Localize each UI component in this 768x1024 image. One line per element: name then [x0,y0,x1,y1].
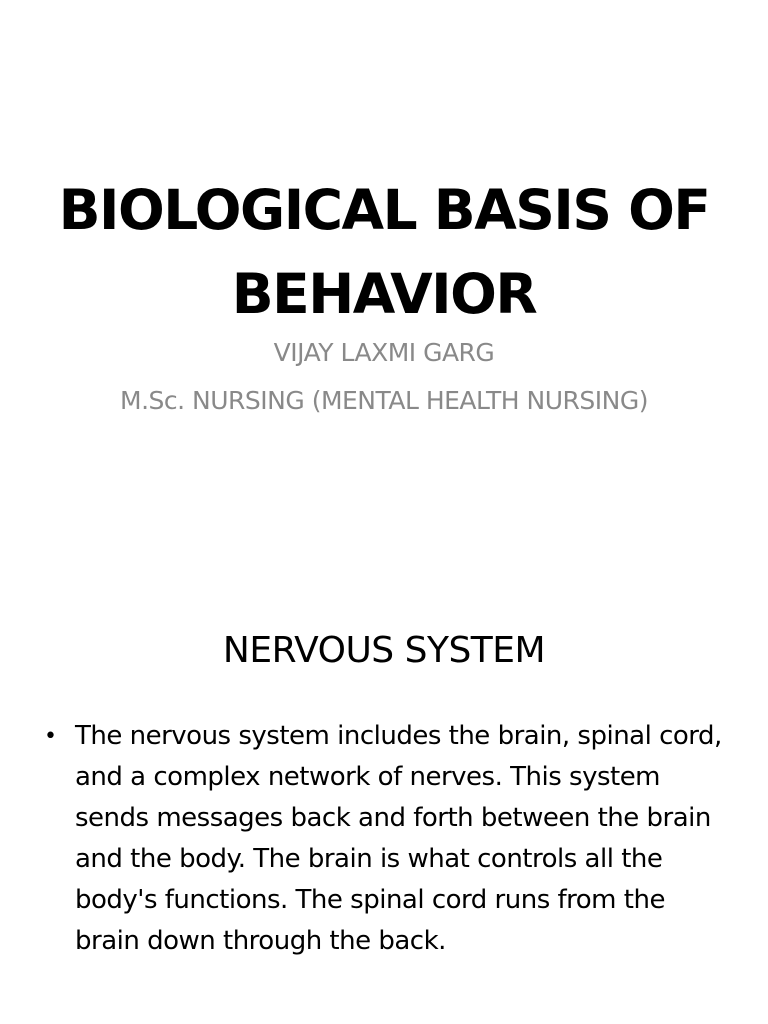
bullet-item [42,716,722,962]
author-qualification: M.Sc. NURSING (MENTAL HEALTH NURSING) [120,386,648,415]
author-name: VIJAY LAXMI GARG [273,338,495,367]
slide-title: BIOLOGICAL BASIS OF BEHAVIOR [58,178,710,326]
bullet-list [42,716,722,962]
bullet-icon: • [44,724,57,749]
bullet-text: The nervous system includes the brain, spinal cord, and a complex network of nerves. This system sends messages back and forth between the brain and the body. The brain is what controls all the body's functions. The spinal cord runs from the brain down through the back. [75,721,722,956]
content-slide [0,576,768,1024]
slide-heading: NERVOUS SYSTEM [222,630,546,671]
slide-subtitle [60,334,708,430]
